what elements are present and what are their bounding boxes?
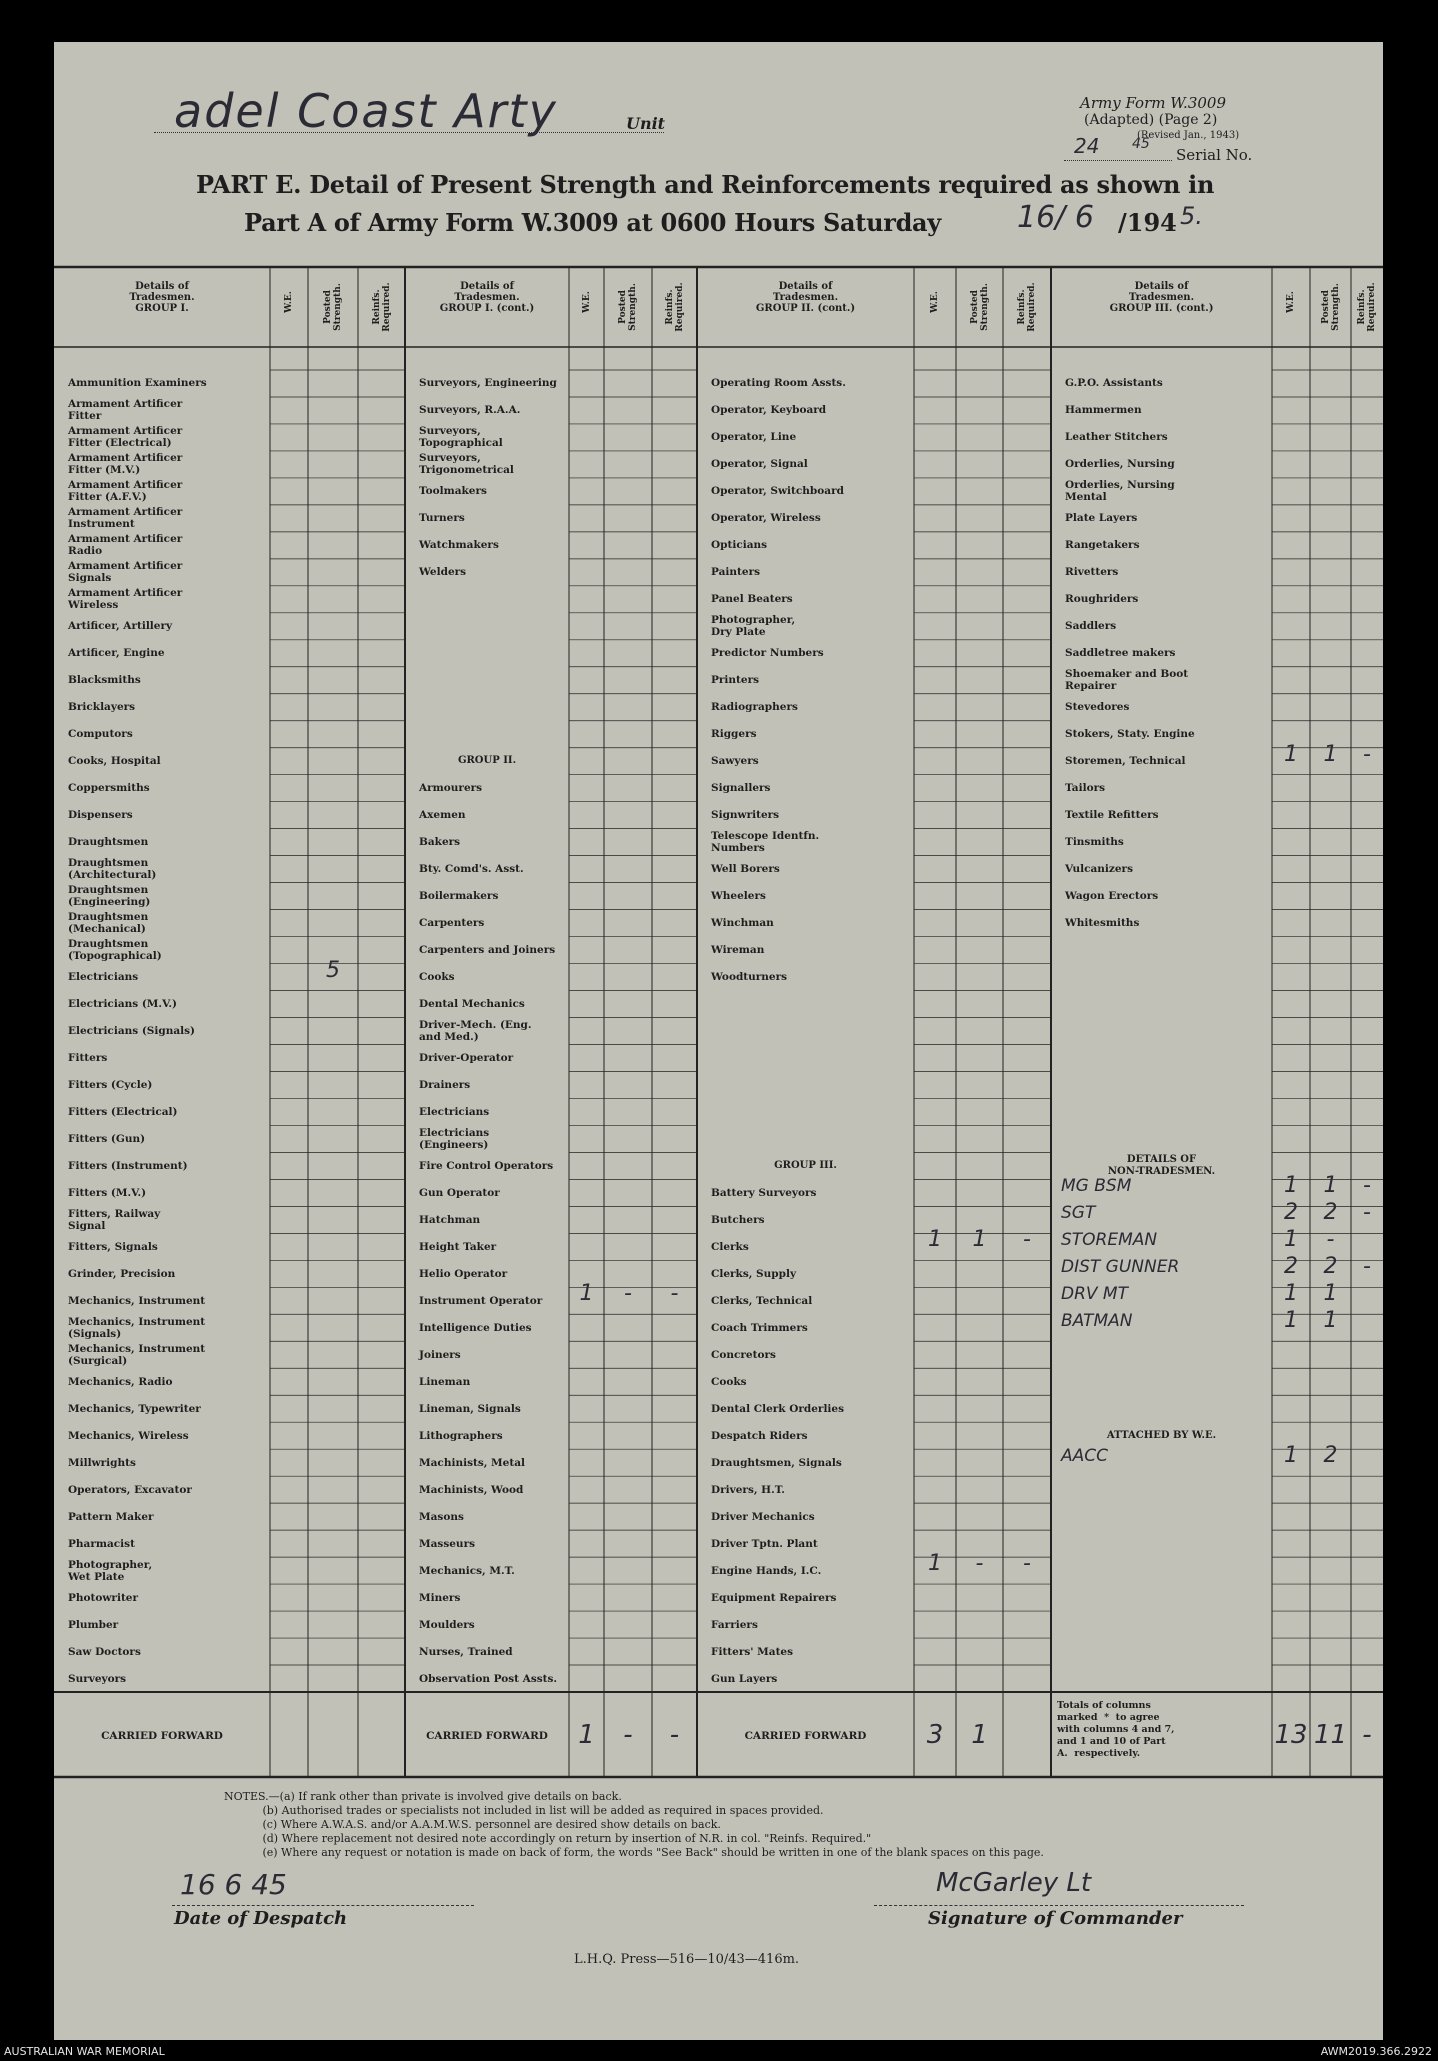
list-item: Armament Artificer Radio bbox=[68, 533, 183, 558]
list-item: Machinists, Wood bbox=[419, 1483, 524, 1496]
archive-right: AWM2019.366.2922 bbox=[1320, 2045, 1432, 2058]
entry-value: 2 bbox=[1323, 1200, 1338, 1226]
list-item: Operator, Line bbox=[711, 431, 797, 444]
carried-forward-label: CARRIED FORWARD bbox=[101, 1730, 223, 1742]
list-item: Predictor Numbers bbox=[711, 647, 824, 660]
list-item: Bricklayers bbox=[68, 701, 136, 714]
list-item: Armament Artificer Signals bbox=[68, 560, 183, 585]
list-item: Dental Mechanics bbox=[419, 998, 525, 1011]
list-item: Fitters, Railway Signal bbox=[68, 1207, 161, 1232]
list-item: Fitters (Instrument) bbox=[68, 1159, 188, 1172]
list-item: Well Borers bbox=[711, 863, 780, 876]
list-item: Opticians bbox=[711, 539, 768, 552]
list-item: Stevedores bbox=[1065, 701, 1130, 714]
entry-value: 1 bbox=[1323, 741, 1338, 767]
entry-value: - bbox=[1326, 1227, 1335, 1253]
list-item: Armament Artificer Wireless bbox=[68, 587, 183, 612]
despatch-label: Date of Despatch bbox=[174, 1908, 348, 1929]
serial-underline bbox=[1064, 160, 1172, 161]
entry-value: 1 bbox=[972, 1227, 987, 1253]
list-item: Armourers bbox=[419, 782, 483, 795]
list-item: Draughtsmen (Engineering) bbox=[68, 884, 151, 909]
list-item: DIST GUNNER bbox=[1061, 1257, 1180, 1278]
list-item: Printers bbox=[711, 674, 760, 687]
list-item: Despatch Riders bbox=[711, 1429, 808, 1442]
list-item: Fitters bbox=[68, 1051, 108, 1064]
list-item: Boilermakers bbox=[419, 890, 499, 903]
signature-label: Signature of Commander bbox=[928, 1908, 1183, 1929]
list-item: Operators, Excavator bbox=[68, 1483, 192, 1496]
list-item: Vulcanizers bbox=[1065, 863, 1134, 876]
list-item: G.P.O. Assistants bbox=[1065, 377, 1163, 390]
serial-number: 24 bbox=[1074, 134, 1100, 158]
list-item: Helio Operator bbox=[419, 1267, 508, 1280]
list-item: Toolmakers bbox=[419, 485, 487, 498]
list-item: Driver Tptn. Plant bbox=[711, 1537, 818, 1550]
unit-underline bbox=[154, 132, 664, 133]
list-item: Saw Doctors bbox=[68, 1645, 141, 1658]
entry-value: - bbox=[1363, 1200, 1371, 1226]
list-item: Ammunition Examiners bbox=[68, 377, 207, 390]
list-item: Butchers bbox=[711, 1213, 765, 1226]
signature-handwritten: McGarley Lt bbox=[936, 1868, 1092, 1898]
list-item: Leather Stitchers bbox=[1065, 431, 1168, 444]
list-item: Drainers bbox=[419, 1078, 471, 1091]
list-item: GROUP III. bbox=[774, 1159, 837, 1171]
list-item: Signallers bbox=[711, 782, 771, 795]
list-item: Gun Layers bbox=[711, 1672, 778, 1685]
list-item: Mechanics, Instrument (Signals) bbox=[68, 1315, 206, 1340]
list-item: Engine Hands, I.C. bbox=[711, 1564, 822, 1577]
list-item: Telescope Identfn. Numbers bbox=[711, 830, 820, 855]
details-header: Details of Tradesmen. GROUP I. (cont.) bbox=[439, 281, 535, 314]
list-item: Draughtsmen bbox=[68, 836, 149, 849]
list-item: Mechanics, Instrument (Surgical) bbox=[68, 1342, 206, 1367]
list-item: Lineman bbox=[419, 1375, 471, 1388]
title-date: 16/ 6 bbox=[1017, 200, 1094, 235]
list-item: Plumber bbox=[68, 1618, 119, 1631]
list-item: Surveyors, Trigonometrical bbox=[419, 452, 514, 477]
entry-value: 1 bbox=[1323, 1308, 1338, 1334]
entry-value: - bbox=[670, 1281, 679, 1307]
list-item: Draughtsmen (Topographical) bbox=[68, 938, 162, 963]
list-item: Coppersmiths bbox=[68, 782, 150, 795]
list-item: Carpenters and Joiners bbox=[419, 944, 556, 957]
posted-header: Posted Strength. bbox=[1320, 283, 1341, 331]
entry-value: 1 bbox=[1323, 1281, 1338, 1307]
list-item: Artificer, Engine bbox=[68, 647, 165, 660]
archive-footer bbox=[0, 2043, 1438, 2061]
posted-header: Posted Strength. bbox=[969, 283, 990, 331]
entry-value: 1 bbox=[1284, 1308, 1298, 1334]
list-item: Surveyors bbox=[68, 1672, 127, 1685]
list-item: Orderlies, Nursing bbox=[1065, 458, 1175, 471]
reinfs-header: Reinfs. Required. bbox=[371, 282, 392, 332]
list-item: Fitters (Gun) bbox=[68, 1132, 146, 1145]
list-item: Operator, Keyboard bbox=[711, 404, 827, 417]
list-item: Carpenters bbox=[419, 917, 485, 930]
serial-year: 45 bbox=[1132, 136, 1150, 152]
list-item: Panel Beaters bbox=[711, 593, 793, 606]
list-item: Wireman bbox=[711, 944, 765, 957]
list-item: Dental Clerk Orderlies bbox=[711, 1402, 845, 1415]
entry-value: 1 bbox=[1284, 741, 1298, 767]
list-item: Mechanics, M.T. bbox=[419, 1564, 515, 1577]
reinfs-header: Reinfs. Required. bbox=[1017, 282, 1037, 332]
carried-forward-value: 11 bbox=[1313, 1720, 1348, 1750]
list-item: Moulders bbox=[419, 1618, 475, 1631]
list-item: Clerks, Supply bbox=[711, 1267, 797, 1280]
entry-value: - bbox=[975, 1551, 984, 1577]
list-item: Electricians (Engineers) bbox=[419, 1126, 490, 1151]
we-header: W.E. bbox=[930, 291, 940, 313]
serial-label: Serial No. bbox=[1176, 146, 1253, 164]
list-item: Armament Artificer Fitter (Electrical) bbox=[68, 425, 183, 450]
list-item: Painters bbox=[711, 566, 761, 579]
list-item: Watchmakers bbox=[419, 539, 499, 552]
entry-value: 1 bbox=[1323, 1173, 1338, 1199]
reinfs-header: Reinfs. Required. bbox=[664, 282, 685, 332]
list-item: Turners bbox=[419, 512, 465, 525]
list-item: Fitters' Mates bbox=[711, 1645, 794, 1658]
list-item: Nurses, Trained bbox=[419, 1645, 513, 1658]
list-item: Lineman, Signals bbox=[419, 1402, 521, 1415]
list-item: DETAILS OF NON-TRADESMEN. bbox=[1107, 1153, 1216, 1177]
list-item: Radiographers bbox=[711, 701, 798, 714]
list-item: Artificer, Artillery bbox=[68, 620, 173, 633]
list-item: Armament Artificer Fitter (M.V.) bbox=[68, 452, 183, 477]
list-item: Operator, Switchboard bbox=[711, 485, 844, 498]
list-item: Surveyors, Topographical bbox=[419, 425, 503, 450]
form-adapted: (Adapted) (Page 2) bbox=[1084, 112, 1218, 128]
list-item: Mechanics, Radio bbox=[68, 1375, 173, 1388]
list-item: Surveyors, R.A.A. bbox=[419, 404, 521, 417]
carried-forward-value: - bbox=[623, 1720, 633, 1750]
list-item: Masons bbox=[419, 1510, 464, 1523]
list-item: Cooks, Hospital bbox=[68, 755, 161, 768]
list-item: Operator, Signal bbox=[711, 458, 808, 471]
list-item: Clerks, Technical bbox=[711, 1294, 813, 1307]
we-header: W.E. bbox=[581, 291, 592, 313]
we-header: W.E. bbox=[1286, 291, 1296, 313]
list-item: Gun Operator bbox=[419, 1186, 500, 1199]
list-item: Riggers bbox=[711, 728, 757, 741]
list-item: Pharmacist bbox=[68, 1537, 135, 1550]
carried-forward-label: CARRIED FORWARD bbox=[744, 1730, 867, 1742]
list-item: Fitters (Cycle) bbox=[68, 1078, 153, 1091]
list-item: Battery Surveyors bbox=[711, 1186, 817, 1199]
list-item: Drivers, H.T. bbox=[711, 1483, 785, 1496]
list-item: DRV MT bbox=[1061, 1284, 1128, 1305]
list-item: Pattern Maker bbox=[68, 1510, 154, 1523]
details-header: Details of Tradesmen. GROUP III. (cont.) bbox=[1109, 281, 1214, 314]
list-item: Cooks bbox=[711, 1375, 747, 1388]
entry-value: 2 bbox=[1284, 1254, 1298, 1280]
entry-value: 1 bbox=[1284, 1227, 1298, 1253]
form-page bbox=[54, 42, 1383, 2040]
list-item: Wheelers bbox=[711, 890, 766, 903]
list-item: Height Taker bbox=[419, 1240, 497, 1253]
list-item: Operating Room Assts. bbox=[711, 377, 846, 390]
list-item: Shoemaker and Boot Repairer bbox=[1065, 668, 1189, 693]
list-item: Mechanics, Wireless bbox=[68, 1429, 189, 1442]
list-item: Electricians bbox=[68, 971, 139, 984]
list-item: ATTACHED BY W.E. bbox=[1106, 1429, 1217, 1441]
press-line: L.H.Q. Press—516—10/43—416m. bbox=[574, 1952, 800, 1967]
carried-forward-value: 1 bbox=[578, 1720, 595, 1750]
list-item: Tinsmiths bbox=[1065, 836, 1124, 849]
entry-value: 1 bbox=[1284, 1281, 1298, 1307]
list-item: Observation Post Assts. bbox=[419, 1672, 558, 1685]
form-revised: (Revised Jan., 1943) bbox=[1137, 130, 1240, 141]
list-item: Photographer, Wet Plate bbox=[68, 1558, 153, 1583]
list-item: Winchman bbox=[711, 917, 774, 930]
list-item: Hammermen bbox=[1065, 404, 1142, 417]
entry-value: 2 bbox=[1323, 1254, 1338, 1280]
carried-forward-value: - bbox=[669, 1720, 680, 1750]
list-item: AACC bbox=[1061, 1446, 1108, 1467]
list-item: Millwrights bbox=[68, 1456, 136, 1469]
list-item: Whitesmiths bbox=[1065, 917, 1140, 930]
list-item: Photowriter bbox=[68, 1591, 139, 1604]
list-item: Rangetakers bbox=[1065, 539, 1140, 552]
list-item: Sawyers bbox=[711, 755, 759, 768]
list-item: Photographer, Dry Plate bbox=[711, 614, 796, 639]
list-item: STOREMAN bbox=[1061, 1230, 1158, 1251]
list-item: Equipment Repairers bbox=[711, 1591, 837, 1604]
list-item: Rivetters bbox=[1065, 566, 1119, 579]
list-item: Fitters (Electrical) bbox=[68, 1105, 178, 1118]
entry-value: - bbox=[1363, 741, 1371, 767]
list-item: Hatchman bbox=[419, 1213, 481, 1226]
form-name: Army Form W.3009 bbox=[1080, 94, 1226, 112]
despatch-date-handwritten: 16 6 45 bbox=[180, 1868, 287, 1901]
posted-header: Posted Strength. bbox=[618, 283, 638, 331]
list-item: Draughtsmen (Architectural) bbox=[68, 857, 157, 882]
list-item: Machinists, Metal bbox=[419, 1456, 525, 1469]
posted-header: Posted Strength. bbox=[323, 283, 343, 331]
list-item: Surveyors, Engineering bbox=[419, 377, 557, 390]
totals-label: Totals of columns marked * to agree with columns 4 and 7, and 1 and 10 of Part A. respectively. bbox=[1057, 1700, 1175, 1759]
title-year-digit: 5. bbox=[1180, 202, 1203, 230]
list-item: Driver Mechanics bbox=[711, 1510, 815, 1523]
list-item: MG BSM bbox=[1061, 1176, 1132, 1197]
list-item: Electricians (Signals) bbox=[68, 1025, 196, 1037]
carried-forward-label: CARRIED FORWARD bbox=[426, 1730, 548, 1742]
list-item: Armament Artificer Instrument bbox=[68, 506, 183, 531]
list-item: Fitters (M.V.) bbox=[68, 1186, 147, 1199]
list-item: Bty. Comd's. Asst. bbox=[419, 863, 524, 876]
we-header: W.E. bbox=[284, 291, 294, 313]
list-item: Driver-Operator bbox=[419, 1051, 514, 1064]
list-item: Bakers bbox=[419, 836, 461, 849]
list-item: Joiners bbox=[419, 1348, 461, 1361]
list-item: Electricians (M.V.) bbox=[68, 998, 178, 1011]
list-item: Textile Refitters bbox=[1065, 809, 1159, 822]
list-item: Blacksmiths bbox=[68, 674, 141, 687]
despatch-underline bbox=[172, 1905, 474, 1906]
list-item: Orderlies, Nursing Mental bbox=[1065, 479, 1175, 504]
list-item: Storemen, Technical bbox=[1065, 755, 1186, 768]
list-item: Mechanics, Typewriter bbox=[68, 1402, 201, 1415]
carried-forward-value: 13 bbox=[1274, 1720, 1308, 1750]
list-item: Driver-Mech. (Eng. and Med.) bbox=[419, 1019, 532, 1043]
entry-value: - bbox=[1363, 1254, 1371, 1280]
list-item: Cooks bbox=[419, 971, 455, 984]
archive-left: AUSTRALIAN WAR MEMORIAL bbox=[4, 2045, 165, 2058]
carried-forward-value: 1 bbox=[971, 1720, 988, 1750]
list-item: Draughtsmen, Signals bbox=[711, 1456, 842, 1469]
list-item: Tailors bbox=[1065, 782, 1106, 795]
list-item: GROUP II. bbox=[457, 755, 517, 767]
list-item: Intelligence Duties bbox=[419, 1321, 532, 1334]
list-item: Electricians bbox=[419, 1105, 490, 1118]
entry-value: 1 bbox=[1284, 1173, 1298, 1199]
title-line-2: Part A of Army Form W.3009 at 0600 Hours Saturday bbox=[244, 208, 941, 237]
list-item: Clerks bbox=[711, 1240, 749, 1253]
title-line-1: PART E. Detail of Present Strength and Reinforcements required as shown in bbox=[196, 170, 1215, 199]
carried-forward-value: - bbox=[1362, 1720, 1372, 1750]
list-item: Miners bbox=[419, 1591, 461, 1604]
notes: NOTES.—(a) If rank other than private is involved give details on back. (b) Authorised trades or specialists not included in list will be added as required in spaces provided. (c) Where A.W.A.S. and/or A.A.M.W.S. personnel are desired show details on back. (d) Where replacement not desired note accordingly on return by insertion of N.R. in col. "Reinfs. Required." (e) Where any request or notation is made on back of form, the words "See Back" should be written in one of the blank spaces on this page. bbox=[224, 1790, 1044, 1859]
list-item: Draughtsmen (Mechanical) bbox=[68, 911, 149, 936]
list-item: Saddlers bbox=[1065, 620, 1117, 633]
list-item: Fire Control Operators bbox=[419, 1159, 554, 1172]
list-item: Farriers bbox=[711, 1618, 758, 1631]
list-item: SGT bbox=[1061, 1203, 1096, 1224]
list-item: Grinder, Precision bbox=[68, 1267, 176, 1280]
signature-underline bbox=[874, 1905, 1244, 1906]
list-item: Operator, Wireless bbox=[711, 512, 821, 525]
list-item: Axemen bbox=[419, 809, 466, 822]
list-item: Mechanics, Instrument bbox=[68, 1294, 206, 1307]
list-item: Fitters, Signals bbox=[68, 1240, 158, 1253]
entry-value: - bbox=[1023, 1227, 1031, 1253]
list-item: Roughriders bbox=[1065, 593, 1139, 606]
entry-value: 2 bbox=[1284, 1200, 1298, 1226]
title-year: /194 bbox=[1118, 208, 1177, 237]
list-item: BATMAN bbox=[1061, 1311, 1133, 1332]
entry-value: 1 bbox=[928, 1551, 942, 1577]
entry-value: 1 bbox=[1284, 1443, 1298, 1469]
list-item: Masseurs bbox=[419, 1537, 476, 1550]
list-item: Lithographers bbox=[419, 1429, 503, 1442]
list-item: Instrument Operator bbox=[419, 1294, 543, 1307]
list-item: Wagon Erectors bbox=[1065, 890, 1159, 903]
entry-value: 1 bbox=[579, 1281, 594, 1307]
list-item: Stokers, Staty. Engine bbox=[1065, 728, 1195, 741]
list-item: Armament Artificer Fitter (A.F.V.) bbox=[68, 479, 183, 504]
list-item: Computors bbox=[68, 728, 133, 741]
carried-forward-value: 3 bbox=[926, 1720, 944, 1750]
details-header: Details of Tradesmen. GROUP II. (cont.) bbox=[755, 281, 856, 314]
list-item: Coach Trimmers bbox=[711, 1321, 808, 1334]
list-item: Woodturners bbox=[711, 971, 788, 984]
entry-value: - bbox=[1023, 1551, 1031, 1577]
list-item: Concretors bbox=[711, 1348, 776, 1361]
entry-value: 2 bbox=[1323, 1443, 1338, 1469]
list-item: Plate Layers bbox=[1065, 512, 1138, 525]
list-item: Saddletree makers bbox=[1065, 647, 1176, 660]
entry-value: - bbox=[1363, 1173, 1371, 1199]
unit-handwritten: adel Coast Arty bbox=[174, 84, 558, 138]
unit-label: Unit bbox=[626, 114, 666, 133]
entry-value: 5 bbox=[326, 957, 340, 983]
list-item: Armament Artificer Fitter bbox=[68, 398, 183, 423]
list-item: Signwriters bbox=[711, 809, 780, 822]
list-item: Dispensers bbox=[68, 809, 133, 822]
entry-value: 1 bbox=[928, 1227, 942, 1253]
list-item: Welders bbox=[419, 566, 467, 579]
details-header: Details of Tradesmen. GROUP I. bbox=[129, 281, 195, 314]
entry-value: - bbox=[624, 1281, 632, 1307]
reinfs-header: Reinfs. Required. bbox=[1357, 282, 1377, 332]
